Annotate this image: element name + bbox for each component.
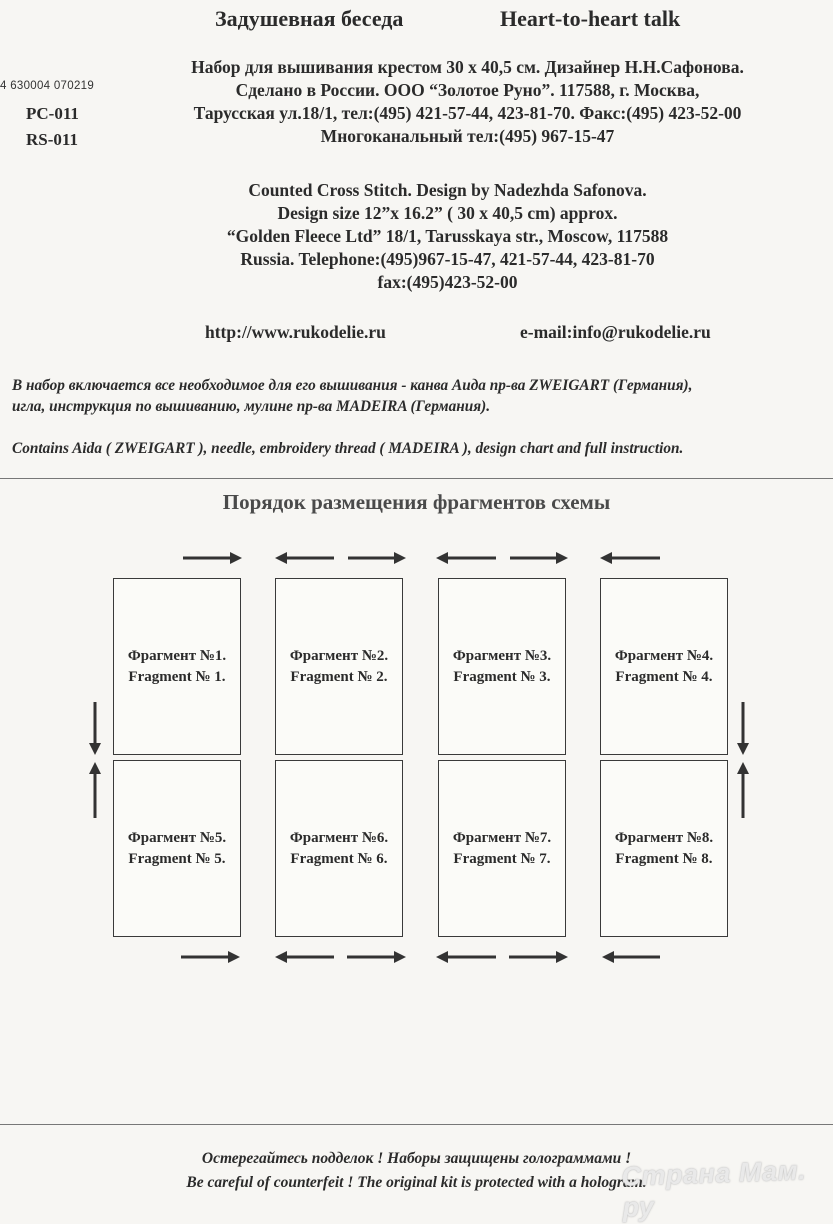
- arrow-down-icon: [737, 702, 749, 755]
- fragment-label-ru: Фрагмент №4.: [614, 648, 714, 664]
- info-en-line: Counted Cross Stitch. Design by Nadezhda Safonova.: [248, 180, 647, 200]
- product-code-pc: PC-011: [26, 104, 79, 123]
- fragment-label-en: Fragment № 6.: [290, 851, 388, 867]
- info-ru-line: Набор для вышивания крестом 30 х 40,5 см. Дизайнер Н.Н.Сафонова.: [191, 57, 744, 77]
- fragment-label-ru: Фрагмент №8.: [614, 830, 714, 846]
- fragment-label-en: Fragment № 7.: [453, 851, 551, 867]
- arrow-up-icon: [89, 762, 101, 818]
- arrow-right-icon: [183, 552, 242, 564]
- watermark-logo: Страна Мам. ру: [620, 1155, 807, 1223]
- contents-ru-line: игла, инструкция по вышиванию, мулине пр-ва MADEIRA (Германия).: [12, 398, 491, 415]
- arrow-left-icon: [436, 552, 496, 564]
- info-ru-line: Сделано в России. ООО “Золотое Руно”. 117588, г. Москва,: [235, 80, 700, 100]
- fragment-label-en: Fragment № 3.: [453, 669, 551, 685]
- diagram-heading: Порядок размещения фрагментов схемы: [222, 490, 611, 514]
- info-ru-line: Тарусская ул.18/1, тел:(495) 421-57-44, 423-81-70. Факс:(495) 423-52-00: [193, 103, 742, 123]
- arrow-right-icon: [509, 951, 568, 963]
- arrow-left-icon: [600, 552, 660, 564]
- info-en-line: Russia. Telephone:(495)967-15-47, 421-57-44, 423-81-70: [240, 249, 655, 269]
- email-link[interactable]: e-mail:info@rukodelie.ru: [520, 322, 711, 342]
- website-link[interactable]: http://www.rukodelie.ru: [205, 322, 386, 342]
- footer-divider: [0, 1124, 833, 1125]
- arrow-right-icon: [181, 951, 240, 963]
- arrow-right-icon: [348, 552, 406, 564]
- barcode-number: 4 630004 070219: [0, 80, 95, 92]
- arrow-left-icon: [602, 951, 660, 963]
- fragment-label-en: Fragment № 5.: [128, 851, 226, 867]
- fragment-label-ru: Фрагмент №7.: [452, 830, 552, 846]
- warning-en: Be careful of counterfeit ! The original kit is protected with a hologram.: [186, 1174, 647, 1191]
- info-en-line: Design size 12”x 16.2” ( 30 x 40,5 cm) approx.: [277, 203, 618, 223]
- contents-ru-line: В набор включается все необходимое для его вышивания - канва Аида пр-ва ZWEIGART (Германия),: [12, 377, 693, 394]
- contents-en: Contains Aida ( ZWEIGART ), needle, embroidery thread ( MADEIRA ), design chart and full instruction.: [12, 440, 684, 457]
- fragment-label-ru: Фрагмент №3.: [452, 648, 552, 664]
- arrow-right-icon: [510, 552, 568, 564]
- arrow-down-icon: [89, 702, 101, 755]
- info-en-line: “Golden Fleece Ltd” 18/1, Tarusskaya str., Moscow, 117588: [226, 226, 669, 246]
- fragment-label-ru: Фрагмент №1.: [127, 648, 227, 664]
- title-en: Heart-to-heart talk: [500, 6, 681, 31]
- arrow-left-icon: [275, 552, 334, 564]
- info-en-line: fax:(495)423-52-00: [377, 272, 518, 292]
- warning-ru: Остерегайтесь подделок ! Наборы защищены голограммами !: [201, 1150, 632, 1167]
- fragment-label-en: Fragment № 8.: [615, 851, 713, 867]
- arrow-up-icon: [737, 762, 749, 818]
- product-code-rs: RS-011: [26, 130, 78, 149]
- title-ru: Задушевная беседа: [215, 6, 404, 31]
- arrow-left-icon: [275, 951, 334, 963]
- info-ru-line: Многоканальный тел:(495) 967-15-47: [320, 126, 615, 146]
- fragment-label-en: Fragment № 1.: [128, 669, 226, 685]
- arrow-right-icon: [347, 951, 406, 963]
- fragment-label-en: Fragment № 2.: [290, 669, 388, 685]
- fragment-label-ru: Фрагмент №5.: [127, 830, 227, 846]
- fragment-label-ru: Фрагмент №2.: [289, 648, 389, 664]
- fragment-label-en: Fragment № 4.: [615, 669, 713, 685]
- arrow-left-icon: [436, 951, 496, 963]
- fragment-label-ru: Фрагмент №6.: [289, 830, 389, 846]
